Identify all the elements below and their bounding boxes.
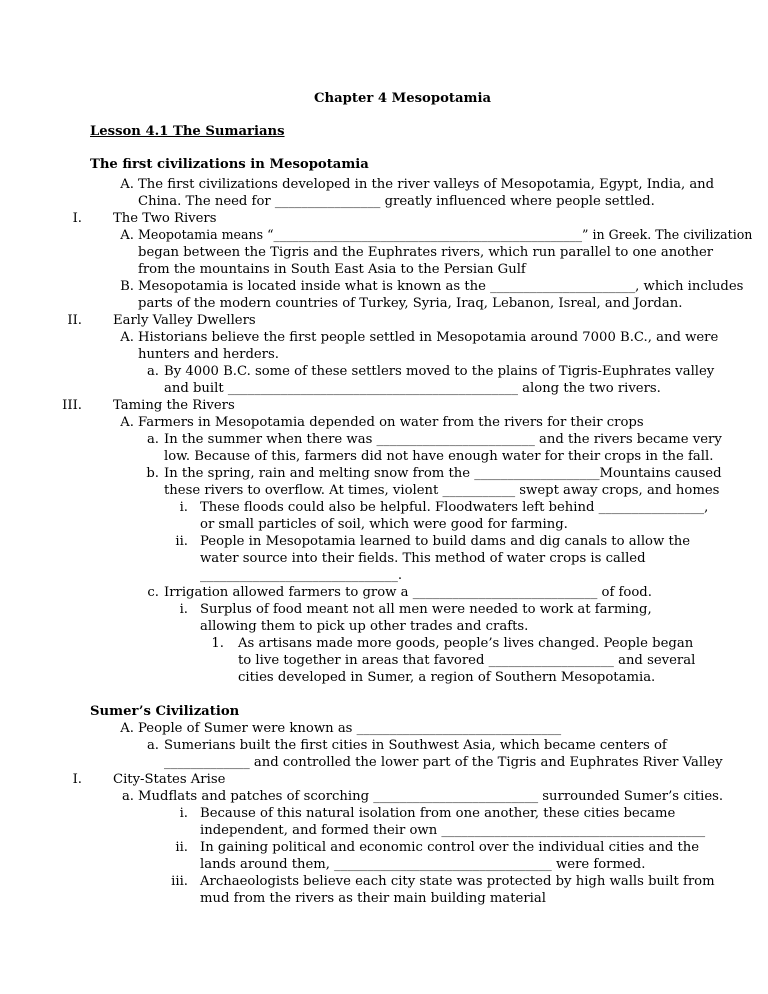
outline-line: these rivers to overflow. At times, violent ___________ swept away crops, and homes — [164, 483, 720, 498]
outline-marker: c. — [147, 585, 159, 600]
outline-line: Sumerians built the first cities in Southwest Asia, which became centers of — [164, 738, 667, 753]
outline-line: Farmers in Mesopotamia depended on water from the rivers for their crops — [138, 415, 644, 430]
outline-marker: A. — [120, 721, 134, 736]
outline-line: People in Mesopotamia learned to build dams and dig canals to allow the — [200, 534, 691, 549]
outline-line: The first civilizations developed in the river valleys of Mesopotamia, Egypt, India, and — [138, 177, 715, 192]
outline-line: began between the Tigris and the Euphrates rivers, which run parallel to one another — [138, 245, 714, 260]
outline-marker: I. — [72, 772, 82, 787]
outline-line: lands around them, _________________________________ were formed. — [200, 857, 646, 872]
outline-marker: a. — [121, 789, 134, 804]
outline-line: from the mountains in South East Asia to the Persian Gulf — [138, 262, 526, 277]
outline-line: and built ____________________________________________ along the two rivers. — [164, 381, 661, 396]
outline-line: parts of the modern countries of Turkey, Syria, Iraq, Lebanon, Isreal, and Jordan. — [138, 296, 683, 311]
outline-marker: i. — [179, 500, 188, 515]
outline-marker: ii. — [175, 840, 188, 855]
outline-line: _____________ and controlled the lower part of the Tigris and Euphrates River Valley — [164, 755, 723, 770]
outline-line: or small particles of soil, which were good for farming. — [200, 517, 568, 532]
outline-line: Early Valley Dwellers — [113, 313, 256, 328]
outline-marker: a. — [146, 738, 159, 753]
outline-line: mud from the rivers as their main building material — [200, 891, 546, 906]
outline-marker: iii. — [171, 874, 188, 889]
section-heading: Sumer’s Civilization — [90, 704, 240, 719]
section-heading: The first civilizations in Mesopotamia — [90, 157, 369, 172]
outline-line: low. Because of this, farmers did not have enough water for their crops in the fall. — [164, 449, 714, 464]
outline-line: People of Sumer were known as _______________________________ — [138, 721, 562, 736]
outline-marker: i. — [179, 602, 188, 617]
document-title: Chapter 4 Mesopotamia — [314, 91, 492, 106]
outline-marker: II. — [67, 313, 82, 328]
outline-line: Irrigation allowed farmers to grow a ____________________________ of food. — [164, 585, 652, 600]
outline-line: Because of this natural isolation from one another, these cities became — [200, 806, 676, 821]
outline-marker: 1. — [211, 636, 224, 651]
outline-line: By 4000 B.C. some of these settlers moved to the plains of Tigris-Euphrates valley — [164, 364, 715, 379]
outline-line: In the spring, rain and melting snow from the ___________________Mountains caused — [164, 466, 722, 481]
outline-line: ______________________________. — [200, 568, 403, 583]
outline-line: to live together in areas that favored ___________________ and several — [238, 653, 696, 668]
outline-line: Taming the Rivers — [113, 398, 235, 413]
outline-marker: a. — [146, 364, 159, 379]
outline-line: water source into their fields. This method of water crops is called — [200, 551, 646, 566]
outline-line: Archaeologists believe each city state was protected by high walls built from — [200, 874, 715, 889]
outline-line: In the summer when there was ________________________ and the rivers became very — [164, 432, 722, 447]
outline-line: Mesopotamia is located inside what is known as the ______________________, which includes — [138, 279, 744, 294]
outline-marker: a. — [146, 432, 159, 447]
outline-marker: b. — [146, 466, 159, 481]
outline-marker: B. — [120, 279, 134, 294]
lesson-heading: Lesson 4.1 The Sumarians — [90, 124, 285, 139]
outline-line: Historians believe the first people settled in Mesopotamia around 7000 B.C., and were — [138, 330, 719, 345]
outline-line: The Two Rivers — [113, 211, 217, 226]
outline-line: These floods could also be helpful. Floodwaters left behind ________________, — [200, 500, 709, 515]
outline-line: Surplus of food meant not all men were needed to work at farming, — [200, 602, 652, 617]
outline-line: In gaining political and economic control over the individual cities and the — [200, 840, 700, 855]
outline-marker: III. — [62, 398, 82, 413]
outline-line: Mudflats and patches of scorching _________________________ surrounded Sumer’s cities. — [138, 789, 724, 804]
outline-marker: A. — [120, 330, 134, 345]
outline-line: City-States Arise — [113, 772, 226, 787]
outline-marker: ii. — [175, 534, 188, 549]
outline-marker: A. — [120, 177, 134, 192]
outline-marker: I. — [72, 211, 82, 226]
outline-line: China. The need for ________________ greatly influenced where people settled. — [138, 194, 655, 209]
outline-line: Meopotamia means “_________________________________________________” in Greek. The civilization — [138, 228, 753, 243]
outline-line: allowing them to pick up other trades and crafts. — [200, 619, 529, 634]
outline-line: As artisans made more goods, people’s lives changed. People began — [238, 636, 694, 651]
outline-line: independent, and formed their own ________________________________________ — [200, 823, 706, 838]
outline-marker: A. — [120, 415, 134, 430]
outline-marker: i. — [179, 806, 188, 821]
outline-line: hunters and herders. — [138, 347, 279, 362]
outline-marker: A. — [120, 228, 134, 243]
outline-line: cities developed in Sumer, a region of Southern Mesopotamia. — [238, 670, 656, 685]
